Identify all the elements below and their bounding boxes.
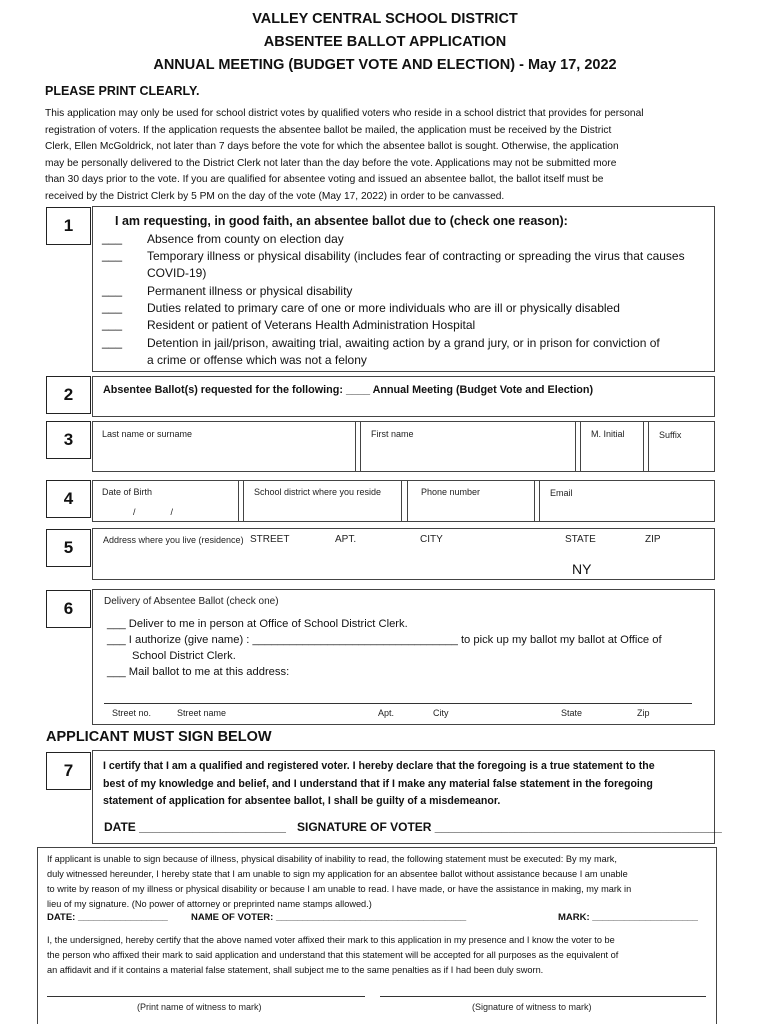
delivery-heading: Delivery of Absentee Ballot (check one) [104,596,279,607]
section-7-number: 7 [46,752,91,790]
address-label: Address where you live (residence) [103,535,244,545]
reason-absence: Absence from county on election day [147,232,344,246]
intro-line: received by the District Clerk by 5 PM on the day of the vote (May 17, 2022) in order to be canvassed. [45,190,505,202]
reason-detention-cont: a crime or offense which was not a felony [147,353,367,367]
intro-line: may be personally delivered to the District Clerk not later than the day before the vote. Applications may not be submitted more [45,157,617,169]
middle-initial-label: M. Initial [591,429,625,439]
witness-certification-line: an affidavit and if it contains a material false statement, shall subject me to the same penalties as if I had been duly sworn. [47,965,544,975]
mail-street-name-label: Street name [177,708,227,718]
email-label: Email [550,488,573,498]
phone-label: Phone number [421,487,481,497]
mark-date-field[interactable]: DATE: _________________ [47,912,168,923]
certification-text [103,758,655,811]
witness-print-name-label: (Print name of witness to mark) [137,1002,262,1012]
section-2-number: 2 [46,376,91,414]
last-name-label: Last name or surname [102,429,193,439]
dob-separator: / / [133,507,174,517]
reason-permanent-illness: Permanent illness or physical disability [147,284,353,298]
witness-statement [47,852,631,912]
mail-zip-label: Zip [637,708,650,718]
apt-label: APT. [335,534,357,545]
witness-certification-line: the person who affixed their mark to said application and understand that this statement will be accepted for all purposes as the equivalent of [47,950,619,960]
mail-apt-label: Apt. [378,708,395,718]
checkbox-blank[interactable]: ___ [102,248,123,262]
sign-heading: APPLICANT MUST SIGN BELOW [46,729,272,745]
witness-statement-line: to write by reason of my illness or physical disability or because I am unable to read. I have made, or have the assistance in making, my mark in [47,884,632,894]
checkbox-blank[interactable]: ___ [102,283,123,297]
intro-line: This application may only be used for school district votes by qualified voters who reside in a school district that provides for personal [45,108,644,119]
intro-line: registration of voters. If the application requests the absentee ballot be mailed, the application must be received by the District [45,124,612,136]
print-clearly-note: PLEASE PRINT CLEARLY. [45,84,200,98]
meeting-title: ANNUAL MEETING (BUDGET VOTE AND ELECTION) - May 17, 2022 [153,57,617,73]
district-title: VALLEY CENTRAL SCHOOL DISTRICT [252,11,518,27]
mail-state-label: State [561,708,583,718]
suffix-label: Suffix [659,430,682,440]
intro-line: than 30 days prior to the vote. If you are qualified for absentee voting and issued an absentee ballot, the ballot itself must be [45,174,604,186]
section-5-number: 5 [46,529,91,567]
checkbox-blank[interactable]: ___ [102,335,123,349]
delivery-mail-option[interactable]: ___ Mail ballot to me at this address: [107,666,290,678]
witness-signature-line[interactable] [380,996,706,997]
city-label: CITY [420,534,443,545]
reason-detention: Detention in jail/prison, awaiting trial, awaiting action by a grand jury, or in prison for conviction of [147,336,660,350]
mail-city-label: City [433,708,449,718]
intro-paragraph [45,106,735,206]
first-name-label: First name [371,429,414,439]
school-district-label: School district where you reside [254,487,382,497]
certification-line: statement of application for absentee ballot, I shall be guilty of a misdemeanor. [103,795,501,807]
voter-signature-field[interactable]: SIGNATURE OF VOTER ___________________________________________ [297,820,722,834]
witness-statement-line: If applicant is unable to sign because of illness, physical disability of inability to read, the following statement must be executed: By my mark, [47,854,617,864]
email-field[interactable] [539,480,715,522]
checkbox-blank[interactable]: ___ [102,317,123,331]
section-4-number: 4 [46,480,91,518]
mark-field[interactable]: MARK: ____________________ [558,912,698,923]
reason-temporary-illness-cont: COVID-19) [147,266,207,280]
checkbox-blank[interactable]: ___ [102,231,123,245]
reason-primary-care: Duties related to primary care of one or more individuals who are ill or physically disabled [147,301,620,315]
section-2-text: Absentee Ballot(s) requested for the following: ____ Annual Meeting (Budget Vote and Election) [103,384,594,396]
reason-veterans-hospital: Resident or patient of Veterans Health Administration Hospital [147,318,476,332]
delivery-authorize-option[interactable]: ___ I authorize (give name) : _________________________________ to pick up my ballot my ballot at Office of [107,634,662,646]
voter-date-field[interactable]: DATE ______________________ [104,820,286,834]
mail-street-no-label: Street no. [112,708,152,718]
mark-voter-name-field[interactable]: NAME OF VOTER: ____________________________________ [191,912,467,923]
section-6-number: 6 [46,590,91,628]
section-1-heading: I am requesting, in good faith, an absentee ballot due to (check one reason): [115,214,568,228]
state-value: NY [572,561,592,577]
section-3-number: 3 [46,421,91,459]
witness-signature-label: (Signature of witness to mark) [472,1002,592,1012]
witness-certification-line: I, the undersigned, hereby certify that the above named voter affixed their mark to this application in my presence and I know the voter to be [47,935,615,945]
zip-label: ZIP [645,534,661,545]
intro-line: Clerk, Ellen McGoldrick, not later than 7 days before the vote for which the absentee ballot is sought. Otherwise, the application [45,141,619,153]
checkbox-blank[interactable]: ___ [102,300,123,314]
witness-print-name-line[interactable] [47,996,365,997]
suffix-field[interactable] [648,421,715,472]
witness-certification [47,933,618,978]
witness-statement-line: lieu of my signature. (No power of attorney or preprinted name stamps allowed.) [47,899,372,909]
state-label: STATE [565,534,596,545]
certification-line: I certify that I am a qualified and registered voter. I hereby declare that the foregoing is a true statement to the [103,760,655,772]
delivery-in-person-option[interactable]: ___ Deliver to me in person at Office of School District Clerk. [107,618,408,630]
certification-line: best of my knowledge and belief, and I understand that if I make any material false statement in the foregoing [103,777,653,790]
form-title: ABSENTEE BALLOT APPLICATION [263,34,507,50]
dob-label: Date of Birth [102,487,153,497]
witness-statement-line: duly witnessed hereunder, I hereby state that I am unable to sign my application for an absentee ballot without assistance because I am unable [47,869,628,879]
mail-address-line[interactable] [104,703,692,704]
section-1-number: 1 [46,207,91,245]
reason-temporary-illness: Temporary illness or physical disability (includes fear of contracting or spreading the virus that causes [147,249,685,263]
delivery-authorize-cont: School District Clerk. [132,650,236,662]
street-label: STREET [250,534,290,545]
section-2-box[interactable] [92,376,715,417]
